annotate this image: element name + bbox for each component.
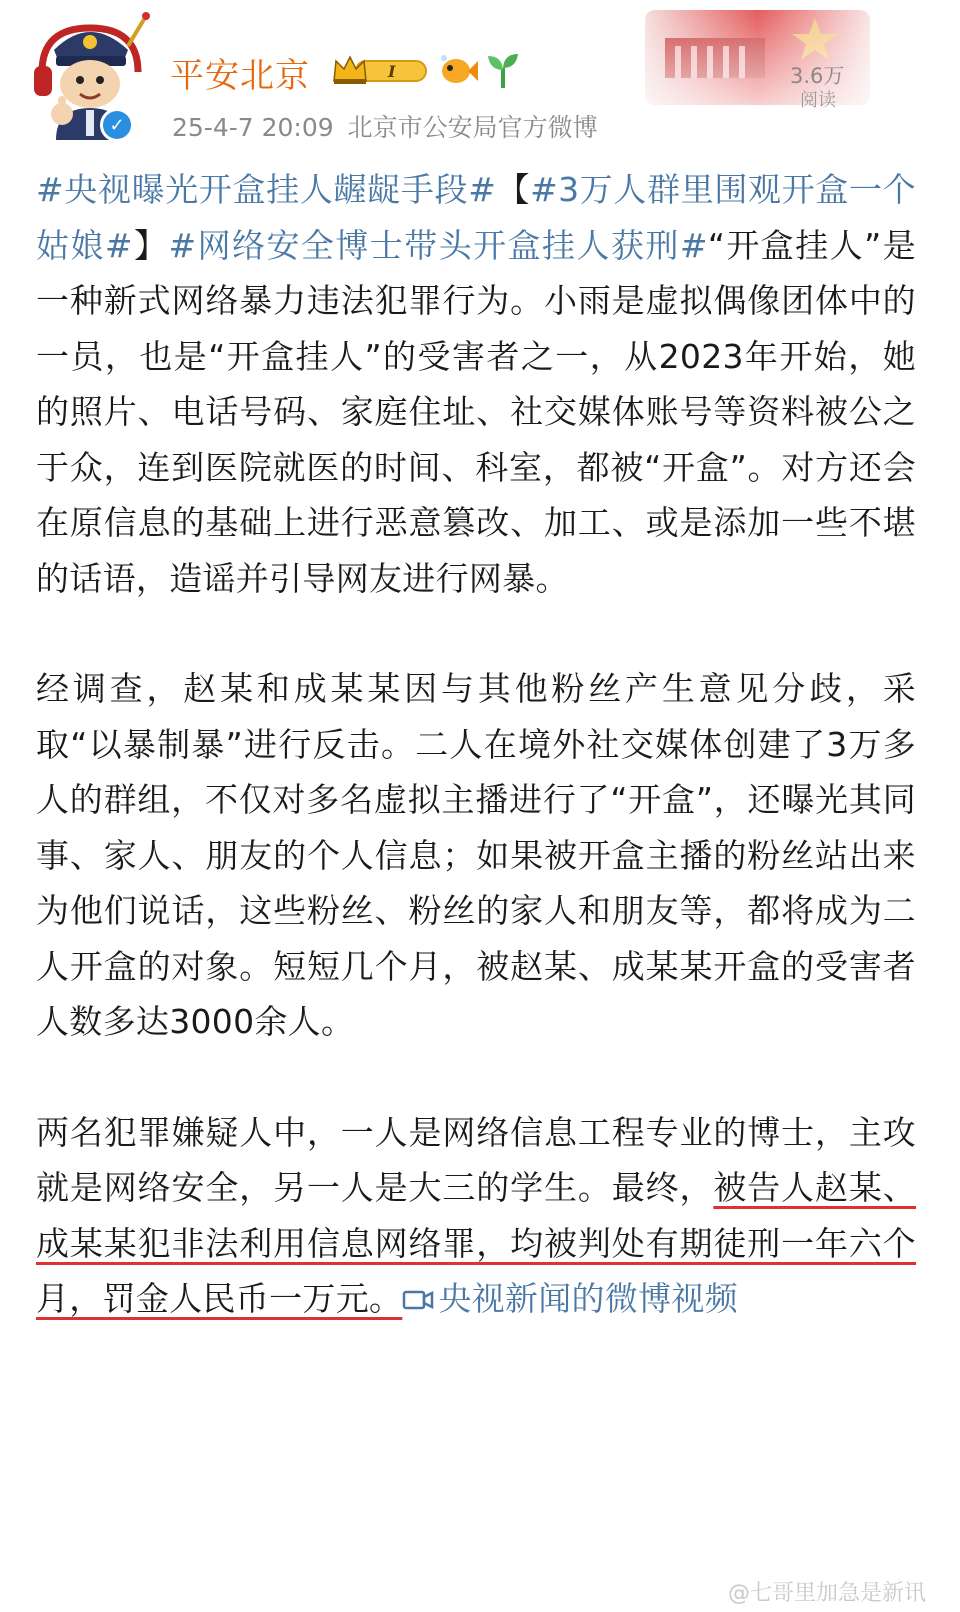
hashtag-link[interactable]: #央视曝光开盒挂人龌龊手段# bbox=[36, 170, 497, 209]
post-body bbox=[36, 162, 916, 1327]
video-icon bbox=[402, 1274, 434, 1300]
sprout-icon[interactable] bbox=[486, 52, 520, 88]
post-paragraph-1 bbox=[36, 162, 916, 606]
post-timestamp: 25-4-7 20:09 bbox=[172, 113, 334, 142]
post-header bbox=[0, 0, 960, 150]
video-link-label: 央视新闻的微博视频 bbox=[438, 1279, 739, 1318]
user-name[interactable]: 平安北京 bbox=[170, 56, 310, 96]
read-label: 阅读 bbox=[800, 90, 836, 111]
verified-icon: ✓ bbox=[100, 108, 134, 142]
read-count: 3.6万 bbox=[790, 64, 845, 88]
hashtag-link[interactable]: #网络安全博士带头开盒挂人获刑# bbox=[168, 225, 708, 265]
video-link[interactable] bbox=[402, 1279, 738, 1318]
crown-badge-icon[interactable] bbox=[330, 53, 430, 87]
bracket-open: 【 bbox=[496, 170, 531, 209]
user-badges bbox=[330, 52, 520, 88]
post-source[interactable]: 北京市公安局官方微博 bbox=[347, 113, 598, 142]
post-meta bbox=[172, 108, 598, 144]
post-paragraph-2: 经调查，赵某和成某某因与其他粉丝产生意见分歧，采取“以暴制暴”进行反击。二人在境外社交媒体创建了3万多人的群组，不仅对多名虚拟主播进行了“开盒”，还曝光其同事、家人、朋友的个人信息；如果被开盒主播的粉丝站出来为他们说话，这些粉丝、粉丝的家人和朋友等，都将成为二人开盒的对象。短短几个月，被赵某、成某某开盒的受害者人数多达3000余人。 bbox=[36, 669, 916, 1041]
hashtag-link[interactable]: #3万人群里围观开盒一个姑娘# bbox=[36, 170, 916, 265]
highlighted-verdict: 被告人赵某、成某某犯非法利用信息网络罪，均被判处有期徒刑一年六个月，罚金人民币一万元。 bbox=[36, 1168, 916, 1318]
bracket-close: 】 bbox=[132, 225, 169, 265]
fish-icon[interactable] bbox=[438, 53, 478, 87]
post-paragraph-3 bbox=[36, 1105, 916, 1327]
svg-text:I: I bbox=[388, 62, 396, 81]
paragraph-text: 两名犯罪嫌疑人中，一人是网络信息工程专业的博士，主攻就是网络安全，另一人是大三的学生。最终， bbox=[36, 1112, 916, 1207]
promo-banner[interactable] bbox=[645, 10, 870, 105]
paragraph-text: “开盒挂人”是一种新式网络暴力违法犯罪行为。小雨是虚拟偶像团体中的一员，也是“开盒挂人”的受害者之一，从2023年开始，她的照片、电话号码、家庭住址、社交媒体账号等资料被公之于众，连到医院就医的时间、科室，都被“开盒”。对方还会在原信息的基础上进行恶意篡改、加工、或是添加一些不堪的话语，造谣并引导网友进行网暴。 bbox=[36, 225, 916, 598]
watermark: @七哥里加急是新讯 bbox=[727, 1581, 926, 1606]
